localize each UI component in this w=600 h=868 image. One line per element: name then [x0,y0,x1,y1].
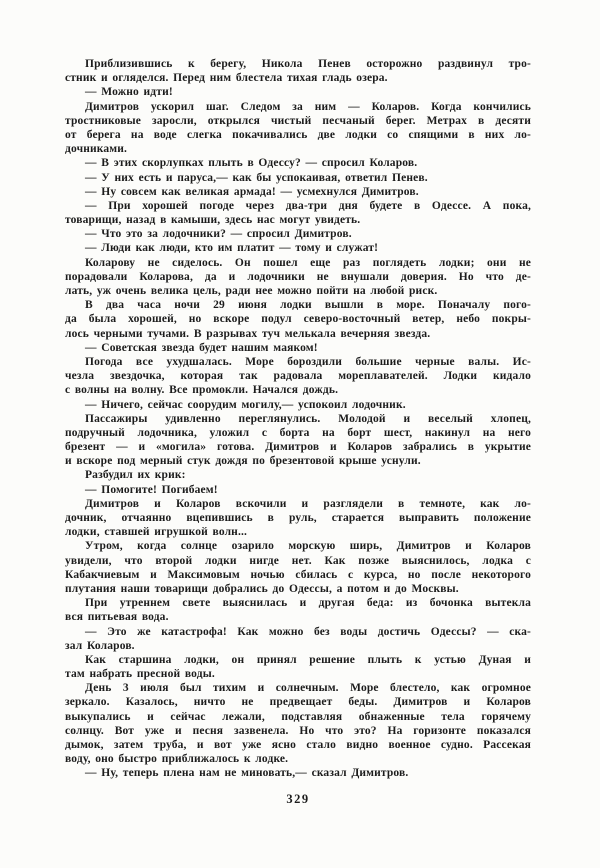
text-line: стник и огляделся. Перед ним блестела тихая гладь озера. [65,72,388,85]
text-line: Утром, когда солнце озарило морскую ширь, Димитров и Коларов [85,540,531,553]
text-line: — Что это за лодочники? — спросил Димитров. [85,228,352,241]
text-line: Погода все ухудшалась. Море бороздили большие черные валы. Ис- [85,355,531,368]
page-number: 329 [286,792,310,806]
text-line: — Ну, теперь плена нам не миновать,— сказал Димитров. [85,767,409,780]
text-line: вся питьевая вода. [65,611,169,624]
text-line: воду, оно быстро приближалось к лодке. [65,753,289,766]
text-line: Приблизившись к берегу, Никола Пенев осторожно раздвинул тро- [85,58,531,70]
text-line: Как старшина лодки, он принял решение плыть к устью Дуная и [85,653,531,666]
text-line: товарищи, назад в камыши, здесь нас могут увидеть. [65,214,361,227]
text-line: увидели, что второй лодки нигде нет. Как позже выяснилось, лодка с [65,554,531,567]
text-line: дочниками. [65,143,128,156]
text-line: порадовали Коларова, да и лодочники не внушали доверия. Но что де- [65,270,531,283]
text-line: плутания наши товарищи добрались до Одессы, а потом и до Москвы. [65,582,459,595]
text-line: солнцу. Вот уже и песня зазвенела. Но что это? На горизонте показался [65,724,531,737]
text-line: лать, уж очень велика цель, ради нее можно пойти на любой риск. [65,285,438,297]
text-line: тростниковые заросли, открылся чистый песчаный берег. Метрах в десяти [65,114,531,127]
text-line: да была хорошей, но вскоре подул северо-восточный ветер, небо покры- [65,313,531,326]
text-line: При утреннем свете выяснилась и другая беда: из бочонка вытекла [85,597,531,610]
text-line: — Люди как люди, кто им платит — тому и служат! [85,242,379,255]
text-line: — При хорошей погоде через два-три дня будете в Одессе. А пока, [85,199,531,212]
text-line: — Можно идти! [85,86,173,99]
text-line: брезент — и «могила» готова. Димитров и Коларов забрались в укрытие [65,441,531,454]
text-line: — Советская звезда будет нашим маяком! [85,341,318,354]
text-line: День 3 июля был тихим и солнечным. Море блестело, как огромное [85,682,531,695]
text-line: лодки, ставшей игрушкой волн... [65,526,248,539]
text-line: — Ну совсем как великая армада! — усмехнулся Димитров. [85,185,419,198]
text-line: и вскоре под мерный стук дождя по брезентовой крыше уснули. [65,455,421,468]
text-line: В два часа ночи 29 июня лодки вышли в море. Поначалу пого- [85,299,531,312]
text-line: — Ничего, сейчас соорудим могилу,— успокоил лодочник. [85,398,406,411]
text-line: Разбудил их крик: [85,469,186,482]
text-line: подручный лодочника, уложил с борта на борт шест, накинул на него [65,426,531,439]
text-line: Коларову не сиделось. Он пошел еще раз поглядеть лодки; они не [85,256,531,269]
text-line: там набрать пресной воды. [65,668,215,681]
text-line: Димитров и Коларов вскочили и разглядели в темноте, как ло- [85,497,531,510]
text-line: выкупались и сейчас лежали, подставляя обнаженные тела горячему [65,710,531,723]
text-line: дымок, затем труба, и вот уже ясно стало видно военное судно. Рассекая [65,739,531,751]
text-line: — В этих скорлупках плыть в Одессу? — спросил Коларов. [85,157,418,170]
text-line: от берега на воде слегка покачивались две лодки со спящими в них ло- [65,128,531,141]
text-line: Пассажиры удивленно переглянулись. Молодой и веселый хлопец, [85,412,531,425]
text-line: с волны на волну. Все промокли. Начался дождь. [65,384,339,397]
text-line: Кабакчиевым и Максимовым ночью сбилась с курса, но после некоторого [65,568,531,581]
text-line: — Помогите! Погибаем! [85,483,218,496]
text-line: дочник, отчаянно вцепившись в руль, старается выправить положение [65,512,531,524]
text-line: чезла звездочка, которая так радовала мореплавателей. Лодки кидало [65,370,531,383]
text-line: лось черными тучами. В разрывах туч мелькала вечерняя звезда. [65,327,431,340]
text-line: зал Коларов. [65,639,135,652]
text-line: — У них есть и паруса,— как бы успокаивая, ответил Пенев. [85,171,428,184]
text-line: Димитров ускорил шаг. Следом за ним — Коларов. Когда кончились [85,100,531,113]
text-line: — Это же катастрофа! Как можно без воды достичь Одессы? — ска- [85,625,531,638]
text-line: зеркало. Казалось, ничто не предвещает беды. Димитров и Коларов [65,696,531,709]
page-text [65,57,531,781]
